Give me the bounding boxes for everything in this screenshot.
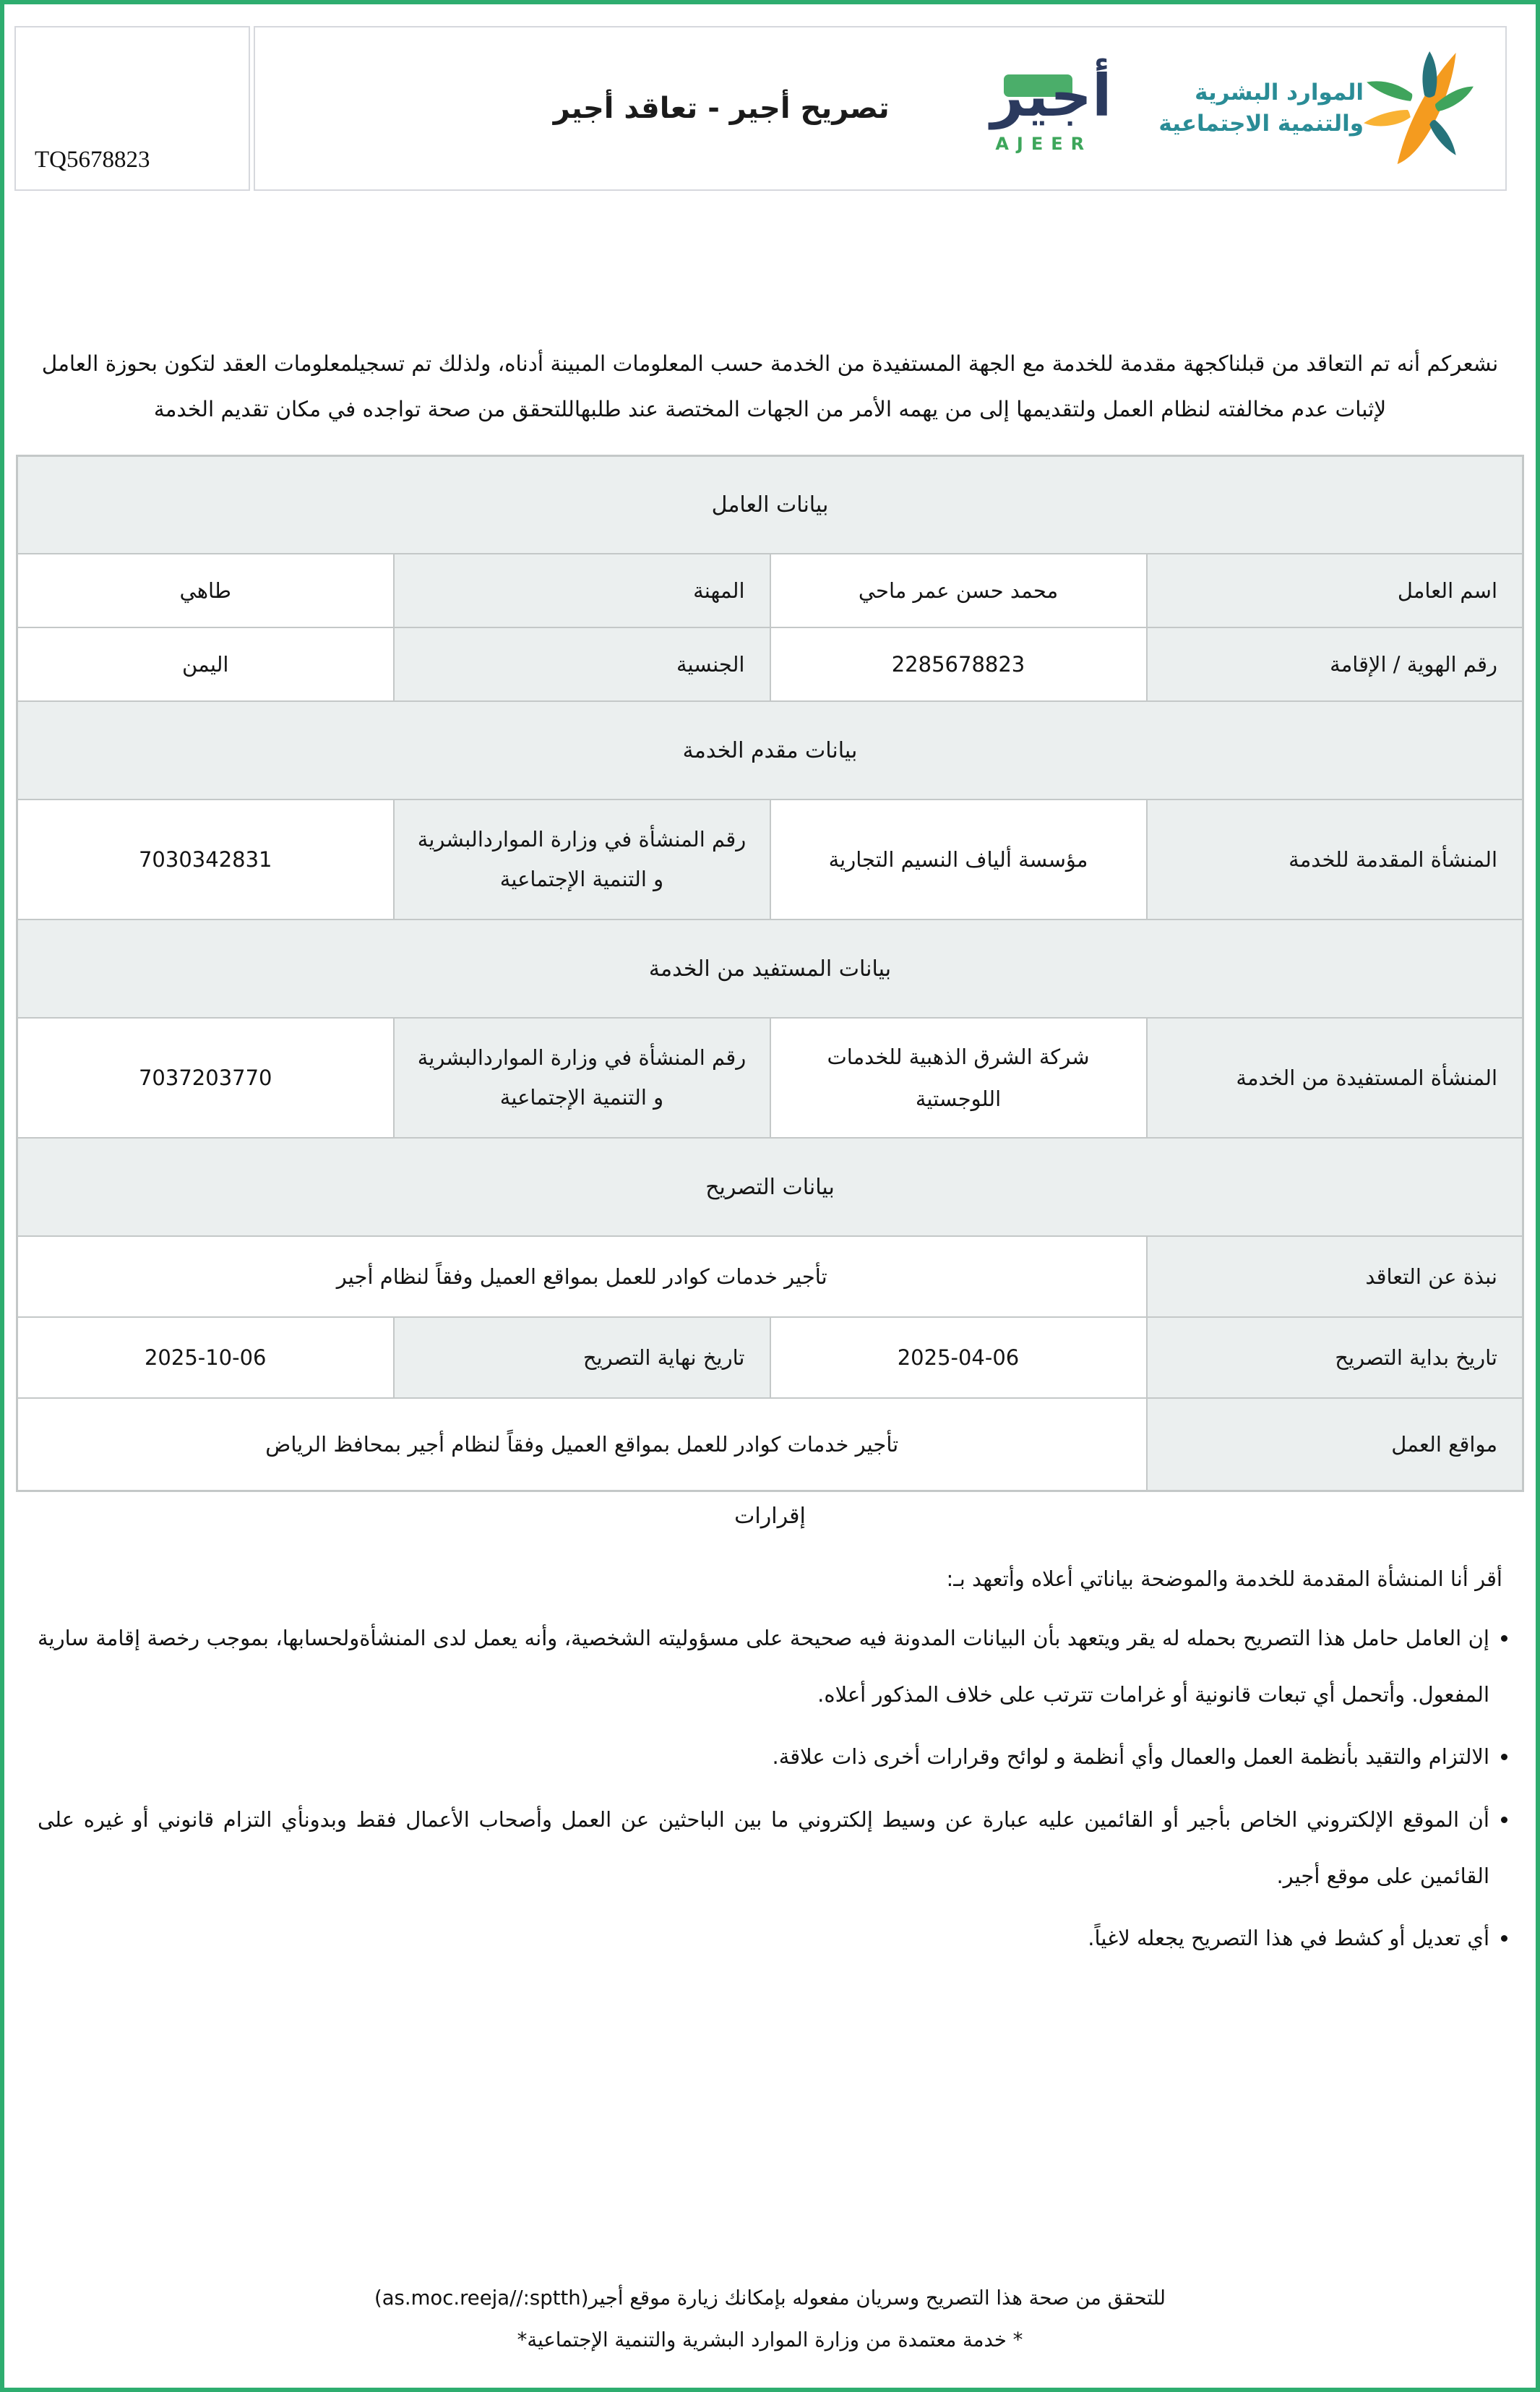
table-row-work-locations — [17, 1398, 1523, 1491]
declaration-item: • أن الموقع الإلكتروني الخاص بأجير أو القائمين عليه عبارة عن وسيط إلكتروني ما بين الباحثين عن العمل وأصحاب الأعمال فقط وبدونأي التزام قانوني أو غيره على القائمين على موقع أجير. — [38, 1791, 1489, 1905]
footer-approved-line: * خدمة معتمدة من وزارة الموارد البشرية والتنمية الإجتماعية* — [517, 2328, 1023, 2352]
table-row-provider — [17, 800, 1523, 919]
id-number-value — [770, 627, 1147, 701]
profession-label: المهنة — [394, 554, 770, 627]
section-row-permit — [17, 1138, 1523, 1236]
provider-number-value — [17, 800, 394, 919]
end-date-value — [17, 1317, 394, 1398]
work-locations-label: مواقع العمل — [1147, 1398, 1523, 1491]
profession-value: طاهي — [17, 554, 394, 627]
nationality-value: اليمن — [17, 627, 394, 701]
section-title-provider: بيانات مقدم الخدمة — [17, 701, 1523, 800]
worker-name-label: اسم العامل — [1147, 554, 1523, 627]
beneficiary-number-value — [17, 1018, 394, 1138]
declaration-item: • إن العامل حامل هذا التصريح بحمله له يقر ويتعهد بأن البيانات المدونة فيه صحيحة على مسؤوليته الشخصية، وأنه يعمل لدى المنشأةولحسابها، بموجب رخصة إقامة سارية المفعول. وأتحمل أي تبعات قانونية أو غرامات تترتب على خلاف المذكور أعلاه. — [38, 1610, 1489, 1723]
provider-number-label: رقم المنشأة في وزارة المواردالبشرية و التنمية الإجتماعية — [394, 800, 770, 919]
ministry-logo-text — [1158, 77, 1364, 140]
nationality-label: الجنسية — [394, 627, 770, 701]
footer-verify-url: (as.moc.reeja//:sptth) — [374, 2286, 589, 2310]
footer-verify-line — [4, 2286, 1536, 2310]
table-row-permit-dates — [17, 1317, 1523, 1398]
start-date-text: 2025-04-06 — [897, 1345, 1020, 1371]
footer — [4, 2286, 1536, 2352]
beneficiary-number-label: رقم المنشأة في وزارة المواردالبشرية و التنمية الإجتماعية — [394, 1018, 770, 1138]
section-row-worker — [17, 455, 1523, 554]
declarations-title: إقرارات — [734, 1503, 806, 1529]
declaration-item: • أي تعديل أو كشط في هذا التصريح يجعله لاغياً. — [38, 1910, 1489, 1966]
table-row-contract-summary — [17, 1236, 1523, 1317]
provider-name-label: المنشأة المقدمة للخدمة — [1147, 800, 1523, 919]
section-title-worker: بيانات العامل — [17, 455, 1523, 554]
table-row-worker-name — [17, 554, 1523, 627]
permit-table — [16, 455, 1524, 1492]
beneficiary-name-value: شركة الشرق الذهبية للخدمات اللوجستية — [770, 1018, 1147, 1138]
beneficiary-number-text: 7037203770 — [138, 1066, 272, 1091]
ajeer-logo — [992, 63, 1111, 154]
page-title-wrap — [255, 92, 992, 125]
work-locations-value: تأجير خدمات كوادر للعمل بمواقع العميل وفقاً لنظام أجير بمحافظ الرياض — [17, 1398, 1147, 1491]
declarations-intro: أقر أنا المنشأة المقدمة للخدمة والموضحة بياناتي أعلاه وأتعهد بـ: — [946, 1566, 1502, 1591]
header — [14, 26, 1507, 191]
footer-verify-text: للتحقق من صحة هذا التصريح وسريان مفعوله بإمكانك زيارة موقع أجير — [588, 2286, 1166, 2310]
id-number-label: رقم الهوية / الإقامة — [1147, 627, 1523, 701]
beneficiary-name-label: المنشأة المستفيدة من الخدمة — [1147, 1018, 1523, 1138]
table-row-worker-id — [17, 627, 1523, 701]
id-number-text: 2285678823 — [891, 652, 1025, 677]
ministry-logo-line2: والتنمية الاجتماعية — [1158, 111, 1364, 137]
section-title-permit: بيانات التصريح — [17, 1138, 1523, 1236]
table-row-beneficiary — [17, 1018, 1523, 1138]
section-row-beneficiary — [17, 919, 1523, 1018]
section-title-beneficiary: بيانات المستفيد من الخدمة — [17, 919, 1523, 1018]
start-date-label: تاريخ بداية التصريح — [1147, 1317, 1523, 1398]
ministry-logo-line1: الموارد البشرية — [1195, 79, 1364, 106]
ministry-logo — [1151, 50, 1474, 167]
declaration-item: • الالتزام والتقيد بأنظمة العمل والعمال وأي أنظمة و لوائح وقرارات أخرى ذات علاقة. — [38, 1728, 1489, 1785]
end-date-text: 2025-10-06 — [144, 1345, 267, 1371]
worker-name-value: محمد حسن عمر ماحي — [770, 554, 1147, 627]
end-date-label: تاريخ نهاية التصريح — [394, 1317, 770, 1398]
ajeer-logo-mark — [992, 63, 1111, 129]
palm-emblem-icon — [1364, 50, 1474, 167]
contract-summary-value: تأجير خدمات كوادر للعمل بمواقع العميل وفقاً لنظام أجير — [17, 1236, 1147, 1317]
ajeer-logo-arabic: أجير — [990, 62, 1112, 129]
declarations-list — [4, 1610, 1536, 1967]
start-date-value — [770, 1317, 1147, 1398]
intro-paragraph: نشعركم أنه تم التعاقد من قبلناكجهة مقدمة للخدمة مع الجهة المستفيدة من الخدمة حسب المعلومات المبينة أدناه، ولذلك تم تسجيلمعلومات العقد لتكون بحوزة العامل لإثبات عدم مخالفته لنظام العمل ولتقديمها إلى من يهمه الأمر من الجهات المختصة عند طلبهاللتحقق من صحة تواجده في مكان تقديم الخدمة — [41, 351, 1499, 422]
page-title: تصريح أجير - تعاقد أجير — [553, 92, 890, 125]
provider-name-value: مؤسسة ألياف النسيم التجارية — [770, 800, 1147, 919]
title-box — [254, 26, 1507, 191]
section-row-provider — [17, 701, 1523, 800]
provider-number-text: 7030342831 — [138, 847, 272, 873]
permit-number-box — [14, 26, 250, 191]
permit-number: TQ5678823 — [35, 147, 150, 173]
ajeer-logo-latin: AJEER — [995, 134, 1093, 154]
contract-summary-label: نبذة عن التعاقد — [1147, 1236, 1523, 1317]
